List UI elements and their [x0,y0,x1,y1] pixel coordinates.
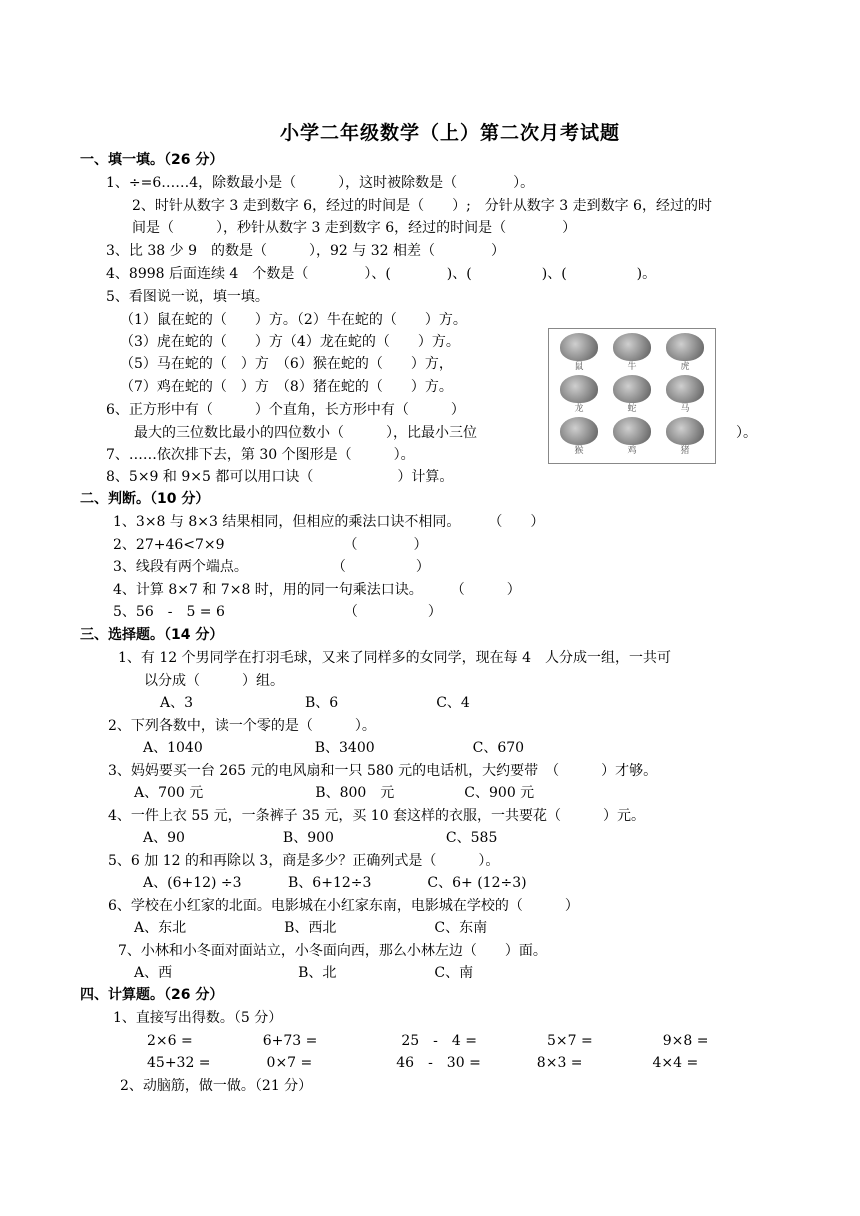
rooster-icon [613,417,651,445]
question-line: ）。 [736,425,757,441]
question-line: 4、一件上衣 55 元，一条裤子 35 元，买 10 套这样的衣服，一共要花（ ）元。 [108,808,646,824]
question-line: 1、直接写出得数。（5 分） [113,1010,283,1026]
question-line: A、90 B、900 C、585 [143,830,498,846]
section-heading: 三、选择题。（14 分） [80,627,224,643]
question-line: 5、56 - 5 = 6 （ ） [113,604,442,620]
question-line: 5、看图说一说，填一填。 [106,289,269,305]
question-line: 45+32 = 0×7 = 46 - 30 = 8×3 = 4×4 = [147,1055,699,1071]
zodiac-cell: 虎 [659,333,711,375]
tiger-icon [666,333,704,361]
snake-icon [613,375,651,403]
question-line: （3）虎在蛇的（ ）方（4）龙在蛇的（ ）方。 [120,334,460,350]
question-line: 6、学校在小红家的北面。电影城在小红家东南，电影城在学校的（ ） [108,898,579,914]
zodiac-cell: 蛇 [606,375,658,417]
question-line: 4、8998 后面连续 4 个数是（ ）、( )、( )、( )。 [106,266,657,282]
question-line: 6、正方形中有（ ）个直角，长方形中有（ ） [106,402,465,418]
zodiac-cell: 猴 [553,417,605,459]
question-line: 7、……依次排下去，第 30 个图形是（ ）。 [106,447,415,463]
question-line: A、东北 B、西北 C、东南 [134,920,488,936]
question-line: 间是（ ），秒针从数字 3 走到数字 6，经过的时间是（ ） [132,220,577,236]
pig-icon [666,417,704,445]
horse-icon [666,375,704,403]
ox-icon [613,333,651,361]
question-line: 2、27+46<7×9 （ ） [113,537,428,553]
question-line: 2、下列各数中，读一个零的是（ ）。 [108,718,376,734]
question-line: （5）马在蛇的（ ）方 （6）猴在蛇的（ ）方， [120,356,453,372]
section-heading: 四、计算题。（26 分） [80,987,224,1003]
question-line: 以分成（ ）组。 [144,673,284,689]
question-line: （1）鼠在蛇的（ ）方。（2）牛在蛇的（ ）方。 [120,312,467,328]
question-line: 3、妈妈要买一台 265 元的电风扇和一只 580 元的电话机，大约要带 （ ）才够。 [108,763,658,779]
zodiac-cell: 猪 [659,417,711,459]
rat-icon [560,333,598,361]
question-line: 2、动脑筋，做一做。（21 分） [120,1078,313,1094]
monkey-icon [560,417,598,445]
question-line: 4、计算 8×7 和 7×8 时，用的同一句乘法口诀。 （ ） [113,582,521,598]
question-line: 3、线段有两个端点。 （ ） [113,559,430,575]
question-line: （7）鸡在蛇的（ ）方 （8）猪在蛇的（ ）方。 [120,379,453,395]
section-heading: 一、填一填。（26 分） [80,152,224,168]
zodiac-cell: 马 [659,375,711,417]
question-line: 2、时针从数字 3 走到数字 6，经过的时间是（ ）; 分针从数字 3 走到数字 6，经过的时 [132,198,712,214]
page-title: 小学二年级数学（上）第二次月考试题 [279,122,620,144]
question-line: A、700 元 B、800 元 C、900 元 [134,785,535,801]
question-line: 3、比 38 少 9 的数是（ ），92 与 32 相差（ ） [106,243,505,259]
question-line: 1、有 12 个男同学在打羽毛球，又来了同样多的女同学，现在每 4 人分成一组，一共可 [118,650,671,666]
question-line: 1、÷=6……4，除数最小是（ ），这时被除数是（ ）。 [106,175,535,191]
question-line: 2×6 = 6+73 = 25 - 4 = 5×7 = 9×8 = [147,1033,709,1049]
question-line: 最大的三位数比最小的四位数小（ ），比最小三位 [134,425,477,441]
zodiac-cell: 牛 [606,333,658,375]
zodiac-figure [548,328,716,464]
zodiac-cell: 龙 [553,375,605,417]
dragon-icon [560,375,598,403]
question-line: A、西 B、北 C、南 [134,965,474,981]
zodiac-cell: 鸡 [606,417,658,459]
zodiac-cell: 鼠 [553,333,605,375]
question-line: 8、5×9 和 9×5 都可以用口诀（ ）计算。 [106,469,454,485]
question-line: A、1040 B、3400 C、670 [143,740,525,756]
question-line: 5、6 加 12 的和再除以 3，商是多少？正确列式是（ ）。 [108,853,500,869]
question-line: A、3 B、6 C、4 [160,695,470,711]
section-heading: 二、判断。（10 分） [80,491,210,507]
question-line: 7、小林和小冬面对面站立，小冬面向西，那么小林左边（ ）面。 [118,943,547,959]
question-line: A、(6+12) ÷3 B、6+12÷3 C、6+ (12÷3) [143,875,527,891]
question-line: 1、3×8 与 8×3 结果相同，但相应的乘法口诀不相同。 （ ） [113,514,545,530]
